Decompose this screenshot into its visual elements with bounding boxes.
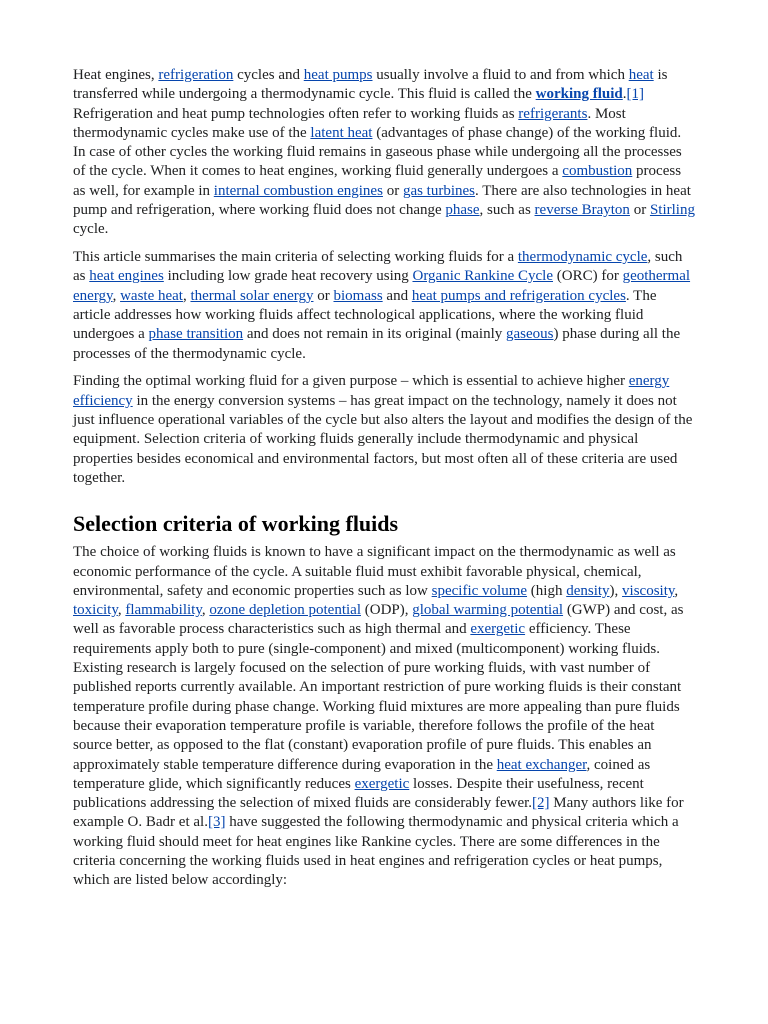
text-run: losses. Despite their usefulness, recent publications addressing the selection of mixed fluids are considerably fewer. [73,775,644,812]
link-exergetic[interactable]: exergetic [354,775,410,792]
text-run: and does not remain in its original (mainly [243,326,506,343]
text-run: (ODP), [361,602,413,619]
link-stirling[interactable]: Stirling [649,202,695,219]
text-run: (advantages of phase change) of the working fluid. In case of other cycles the working fluid remains in gaseous phase while undergoing all the processes of the cycle. When it comes to heat engines, working fluid generally undergoes a [73,124,682,180]
text-run: . There are also technologies in heat pump and refrigeration, where working fluid does not change [73,182,691,219]
text-run: and [382,287,412,304]
link-heat-exchanger[interactable]: heat exchanger [496,756,587,773]
link-heat[interactable]: heat [628,67,654,83]
text-run: , [182,287,191,304]
text-run: This article summarises the main criteria of selecting working fluids for a [73,249,518,266]
intro-paragraph-2 [73,248,695,364]
text-run: Finding the optimal working fluid for a given purpose – which is essential to achieve higher [73,373,629,390]
link-heat-pumps-and-refrigeration-cycles[interactable]: heat pumps and refrigeration cycles [411,287,626,304]
link-gas-turbines[interactable]: gas turbines [402,182,476,199]
text-run: is transferred while undergoing a thermodynamic cycle. This fluid is called the [73,67,668,103]
text-run: or [382,182,403,199]
link-working-fluid[interactable]: working fluid [535,86,623,103]
link-thermodynamic-cycle[interactable]: thermodynamic cycle [517,249,648,266]
text-run: cycle. [73,221,109,238]
link-phase[interactable]: phase [445,202,480,219]
link-refrigeration[interactable]: refrigeration [158,67,234,83]
text-run: or [629,202,650,219]
link-ozone-depletion-potential[interactable]: ozone depletion potential [209,602,361,619]
link-flammability[interactable]: flammability [125,602,202,619]
link-specific-volume[interactable]: specific volume [431,582,528,599]
link-density[interactable]: density [566,582,610,599]
section-heading: Selection criteria of working fluids [73,511,399,537]
link-reverse-brayton[interactable]: reverse Brayton [534,202,630,219]
text-run: ) phase during all the processes of the thermodynamic cycle. [73,326,681,362]
text-run: (high [527,582,567,599]
reference-link-2[interactable]: [2] [532,795,550,812]
text-run: in the energy conversion systems – has great impact on the technology, namely it does not just influence operational variables of the cycle but also alters the layout and modifies the design of the equipment. Selection criteria of working fluids generally include thermodynamic and physical properties besides economical and environmental factors, but most often all of these criteria are used together. [73,392,693,486]
text-run: cycles and [233,67,304,83]
link-internal-combustion-engines[interactable]: internal combustion engines [213,182,383,199]
text-run: . Most thermodynamic cycles make use of the [73,105,626,141]
text-run: usually involve a fluid to and from which [372,67,629,83]
text-run: (GWP) and cost, as well as favorable process characteristics such as high thermal and [73,602,684,638]
text-run: . The article addresses how working fluids affect technological applications, where the working fluid undergoes a [73,287,657,343]
section-paragraph [73,543,695,890]
text-run: , such as [479,202,535,219]
text-run: , [674,582,679,599]
link-energy-efficiency[interactable]: energy efficiency [73,373,670,409]
text-run: efficiency. These requirements apply both to pure (single-component) and mixed (multicomponent) working fluids. Existing research is largely focused on the selection of pure working fluids, with vast number of published reports currently available. An important restriction of pure working fluids is their constant temperature profile during phase change. Working fluid mixtures are more appealing than pure fluids because their evaporation temperature profile is variable, therefore follows the profile of the heat source better, as opposed to the flat (constant) evaporation profile of pure fluids. This enables an approximately stable temperature difference during evaporation in the [73,621,682,773]
text-run: (ORC) for [553,268,623,285]
link-toxicity[interactable]: toxicity [73,602,118,619]
text-run: Refrigeration and heat pump technologies often refer to working fluids as [73,105,519,122]
text-run: including low grade heat recovery using [163,268,413,285]
text-run: or [313,287,334,304]
text-run: , [112,287,121,304]
link-biomass[interactable]: biomass [333,287,383,304]
intro-paragraph-1 [73,66,695,240]
text-run: ), [609,582,623,599]
link-thermal-solar-energy[interactable]: thermal solar energy [190,287,314,304]
intro-paragraph-3 [73,372,695,488]
article-intro [73,66,695,488]
link-phase-transition[interactable]: phase transition [148,326,244,343]
text-run: The choice of working fluids is known to have a significant impact on the thermodynamic as well as economic performance of the cycle. A suitable fluid must exhibit favorable physical, chemical, environmental, safety and economic properties such as low [73,544,676,599]
link-geothermal-energy[interactable]: geothermal energy [73,268,691,304]
link-refrigerants[interactable]: refrigerants [518,105,588,122]
link-heat-pumps[interactable]: heat pumps [303,67,373,83]
link-heat-engines[interactable]: heat engines [89,268,164,285]
text-run: . [622,86,627,103]
text-run: , [201,602,210,619]
text-run: Heat engines, [73,67,159,83]
link-combustion[interactable]: combustion [562,163,633,180]
link-gaseous[interactable]: gaseous [506,326,554,343]
text-run: process as well, for example in [73,163,682,199]
link-viscosity[interactable]: viscosity [622,582,675,599]
article-content [73,66,695,899]
link-exergetic[interactable]: exergetic [470,621,526,638]
text-run: , such as [73,249,683,285]
link-organic-rankine-cycle[interactable]: Organic Rankine Cycle [412,268,553,285]
text-run: , coined as temperature glide, which significantly reduces [73,756,651,792]
text-run: have suggested the following thermodynamic and physical criteria which a working fluid should meet for heat engines like Rankine cycles. There are some differences in the criteria concerning the working fluids used in heat engines and refrigeration cycles or heat pumps, which are listed below accordingly: [73,814,679,889]
reference-link-3[interactable]: [3] [207,814,226,831]
link-global-warming-potential[interactable]: global warming potential [412,602,564,619]
reference-link-1[interactable]: [1] [626,86,644,103]
link-latent-heat[interactable]: latent heat [310,124,373,141]
link-waste-heat[interactable]: waste heat [120,287,183,304]
text-run: , [117,602,126,619]
text-run: Many authors like for example O. Badr et al. [73,795,684,831]
